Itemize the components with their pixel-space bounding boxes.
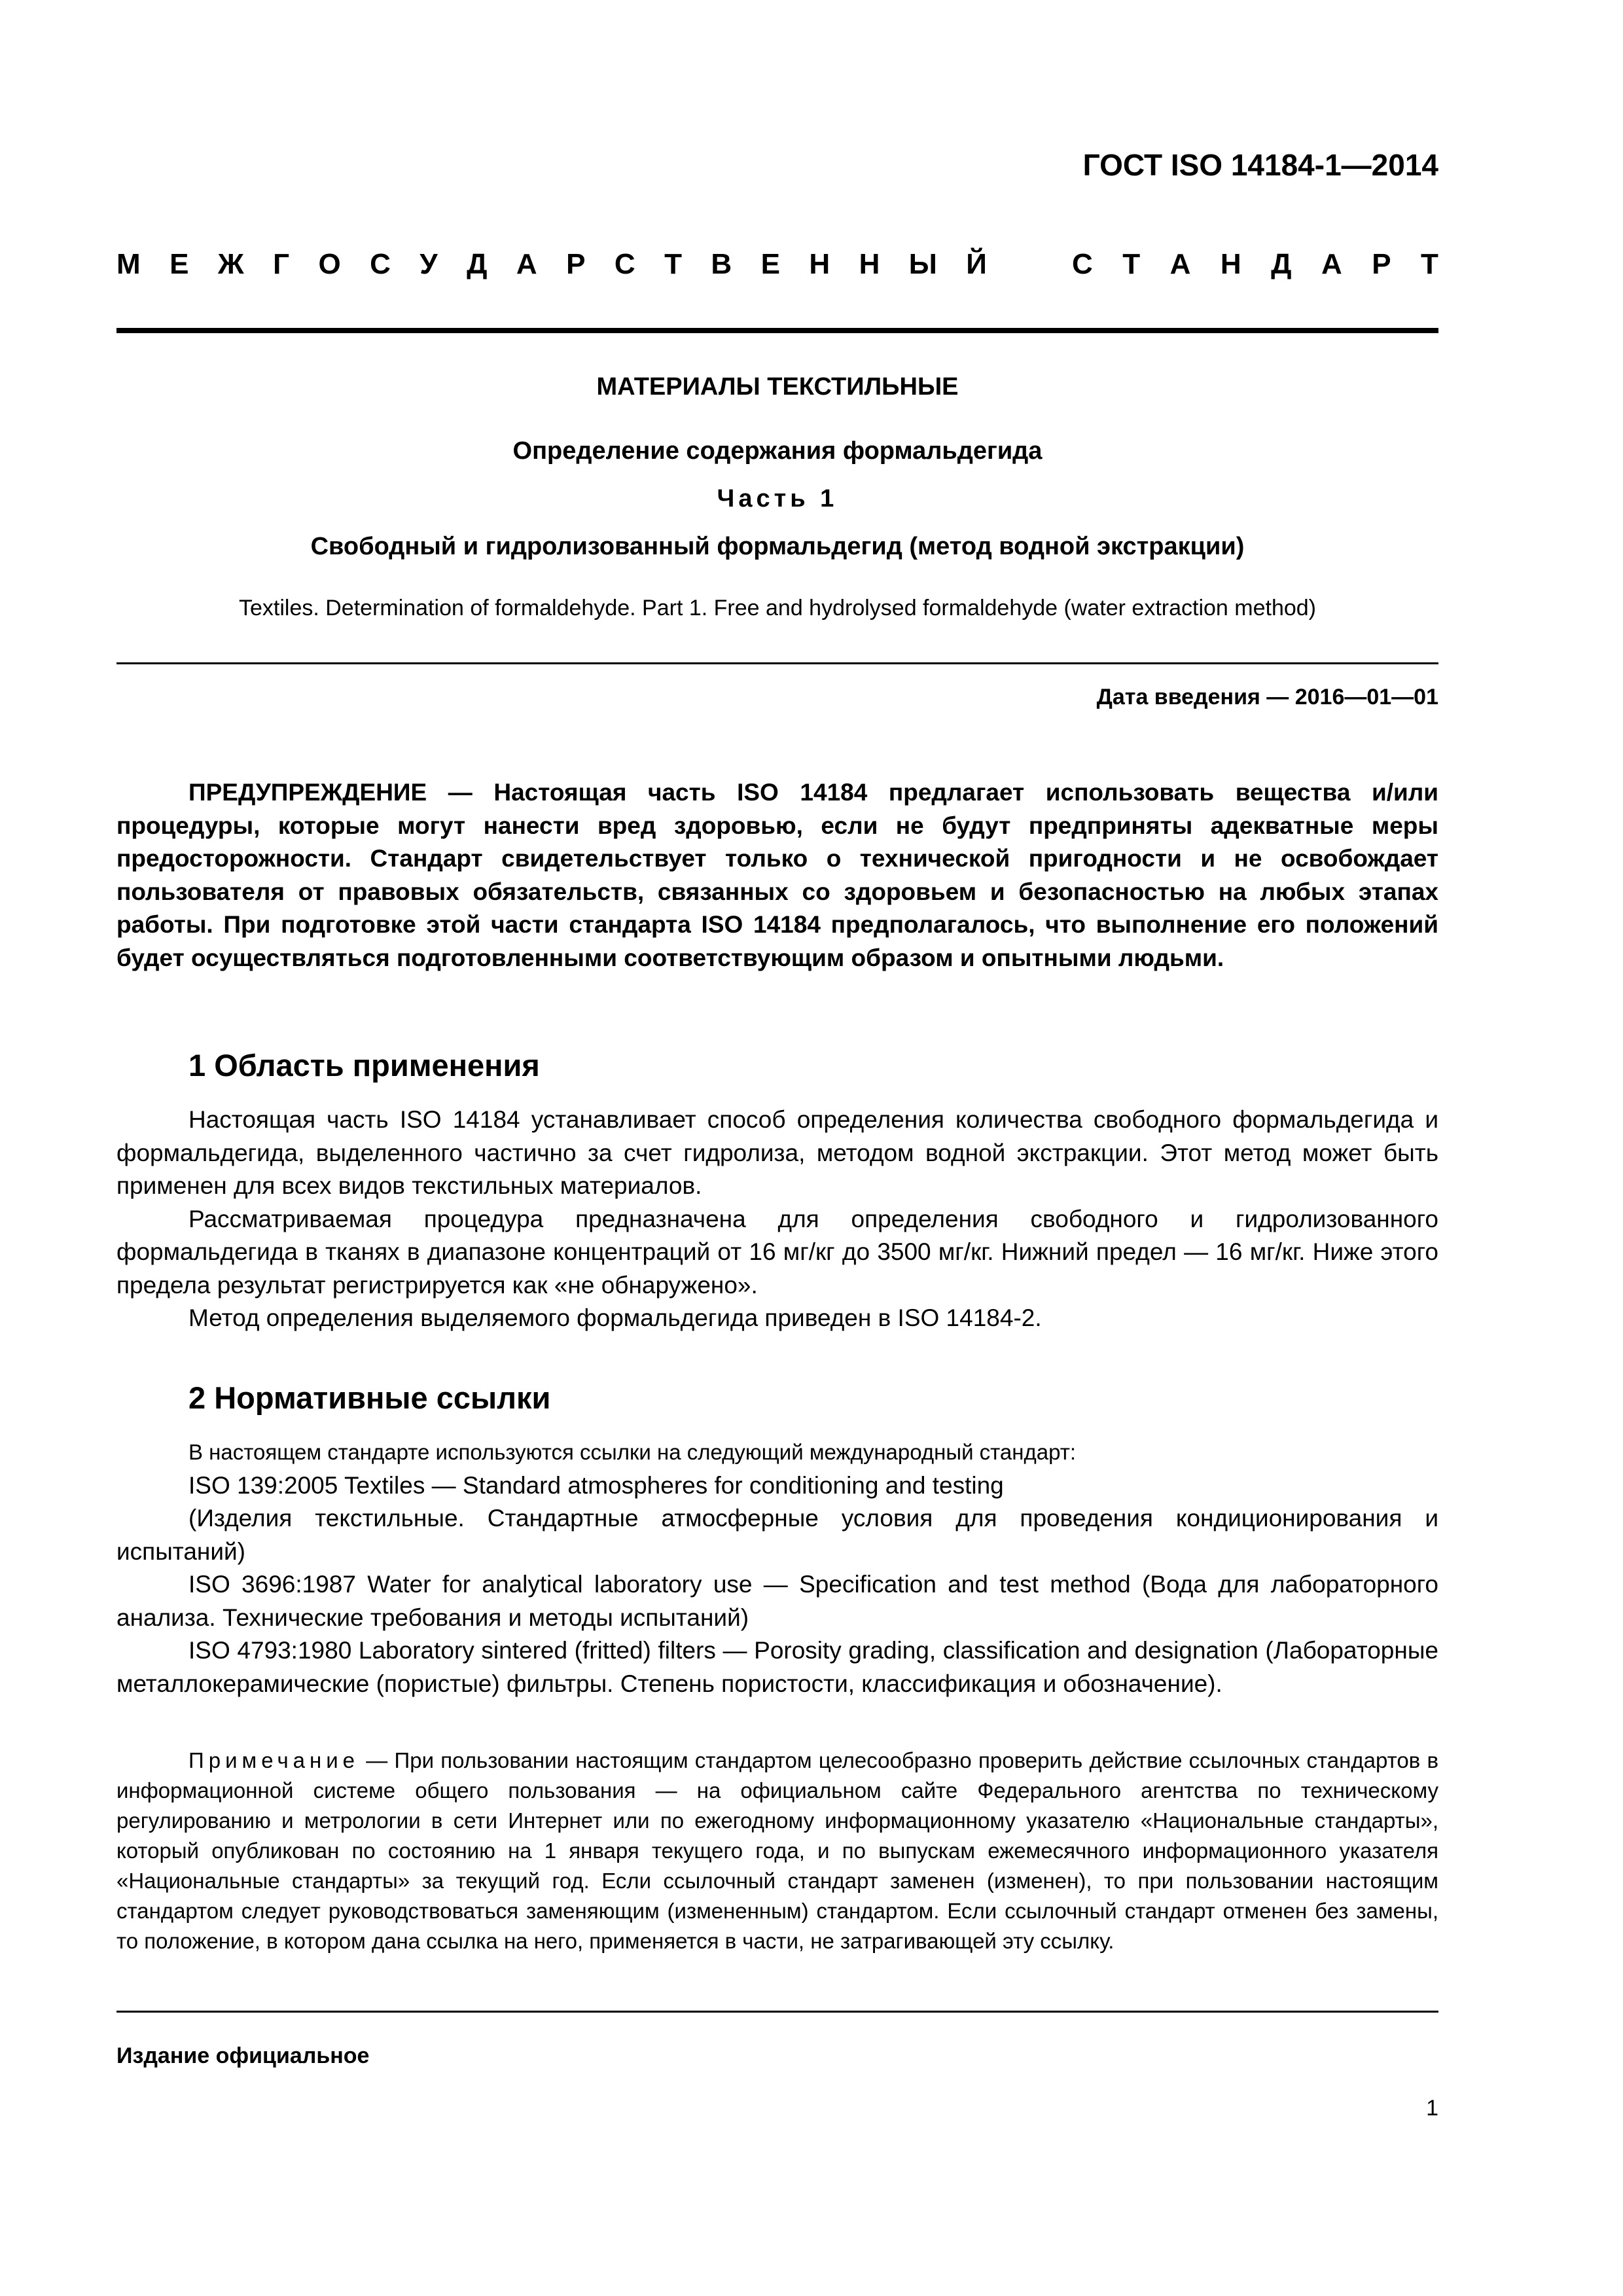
paragraph: Рассматриваемая процедура предназначена для определения свободного и гидролизованного формальдегида в тканях в диапазоне концентраций от 16 мг/кг до 3500 мг/кг. Нижний предел — 16 мг/кг. Ниже этого предела результат регистрируется как «не обнаружено».: [116, 1205, 1438, 1299]
letter: Р: [1372, 248, 1391, 280]
standard-type-word-standard: [1072, 246, 1438, 283]
paragraph: Метод определения выделяемого формальдегида приведен в ISO 14184-2.: [188, 1304, 1042, 1331]
letter: М: [116, 248, 141, 280]
title-part: Часть 1: [717, 485, 838, 512]
reference-iso-4793: ISO 4793:1980 Laboratory sintered (fritted) filters — Porosity grading, classification and designation (Лабораторные металлокерамические (пористые) фильтры. Степень пористости, классификация и обозначение).: [116, 1637, 1438, 1697]
section-heading-normative-references: 2 Нормативные ссылки: [188, 1380, 551, 1415]
letter: Й: [966, 248, 987, 280]
section-heading-scope: 1 Область применения: [188, 1048, 540, 1083]
document-number: ГОСТ ISO 14184-1—2014: [1082, 148, 1438, 182]
title-main: МАТЕРИАЛЫ ТЕКСТИЛЬНЫЕ: [596, 373, 959, 401]
letter: Н: [1220, 248, 1241, 280]
title-subtitle: Определение содержания формальдегида: [512, 437, 1043, 465]
letter: Е: [760, 248, 780, 280]
document-page: [116, 0, 1438, 2296]
note-text: — При пользовании настоящим стандартом целесообразно проверить действие ссылочных стандартов в информационной системе общего пользования — на официальном сайте Федерального агентства по техническому регулированию и метрологии в сети Интернет или по ежегодному информационному указателю «Национальные стандарты», который опубликован по состоянию на 1 января текущего года, и по выпускам ежемесячного информационного указателя «Национальные стандарты» за текущий год. Если ссылочный стандарт заменен (изменен), то при пользовании настоящим стандартом следует руководствоваться заменяющим (измененным) стандартом. Если ссылочный стандарт отменен без замены, то положение, в котором дана ссылка на него, применяется в части, не затрагивающей эту ссылку.: [116, 1748, 1438, 1953]
letter: Г: [273, 248, 290, 280]
letter: Ж: [217, 248, 244, 280]
letter: Ы: [908, 248, 937, 280]
letter: А: [1169, 248, 1191, 280]
section-references-body: [116, 1436, 1438, 1700]
header-divider: [116, 328, 1438, 333]
page-number: 1: [1426, 2096, 1438, 2121]
note-paragraph: [116, 1746, 1438, 1956]
letter: С: [370, 248, 391, 280]
title-long: Свободный и гидролизованный формальдегид (метод водной экстракции): [310, 533, 1245, 560]
letter: А: [516, 248, 537, 280]
letter: С: [614, 248, 635, 280]
introduction-date: Дата введения — 2016—01—01: [1096, 685, 1438, 709]
paragraph: Настоящая часть ISO 14184 устанавливает способ определения количества свободного формальдегида и формальдегида, выделенного частично за счет гидролиза, методом водной экстракции. Этот метод может быть применен для всех видов текстильных материалов.: [116, 1106, 1438, 1199]
letter: Н: [859, 248, 880, 280]
warning-paragraph: [116, 776, 1438, 975]
reference-iso-139-translation: (Изделия текстильные. Стандартные атмосферные условия для проведения кондиционирования и испытаний): [116, 1505, 1438, 1565]
standard-type-banner: [116, 246, 1438, 283]
letter: Е: [169, 248, 189, 280]
note-label: Примечание: [188, 1748, 360, 1772]
letter: Т: [1122, 248, 1141, 280]
letter: Т: [1421, 248, 1438, 280]
standard-type-word-interstate: [116, 246, 987, 283]
footer-divider: [116, 2011, 1438, 2013]
section-scope-body: [116, 1103, 1438, 1335]
letter: Д: [1271, 248, 1292, 280]
letter: С: [1072, 248, 1093, 280]
letter: О: [318, 248, 341, 280]
letter: Д: [467, 248, 488, 280]
title-divider: [116, 662, 1438, 664]
letter: Т: [664, 248, 682, 280]
reference-iso-139: ISO 139:2005 Textiles — Standard atmospheres for conditioning and testing: [188, 1471, 1004, 1499]
letter: Н: [809, 248, 830, 280]
references-intro: В настоящем стандарте используются ссылки на следующий международный стандарт:: [188, 1440, 1077, 1464]
warning-text: ПРЕДУПРЕЖДЕНИЕ — Настоящая часть ISO 14184 предлагает использовать вещества и/или процедуры, которые могут нанести вред здоровью, если не будут предприняты адекватные меры предосторожности. Стандарт свидетельствует только о технической пригодности и не освобождает пользователя от правовых обязательств, связанных со здоровьем и безопасностью на любых этапах работы. При подготовке этой части стандарта ISO 14184 предполагалось, что выполнение его положений будет осуществляться подготовленными соответствующим образом и опытными людьми.: [116, 779, 1438, 971]
edition-label: Издание официальное: [116, 2043, 370, 2068]
letter: Р: [566, 248, 586, 280]
reference-iso-3696: ISO 3696:1987 Water for analytical laboratory use — Specification and test method (Вода для лабораторного анализа. Технические требования и методы испытаний): [116, 1571, 1438, 1631]
title-english: Textiles. Determination of formaldehyde. Part 1. Free and hydrolysed formaldehyde (water extraction method): [238, 596, 1316, 620]
letter: В: [711, 248, 732, 280]
note-block: [116, 1746, 1438, 1956]
letter: А: [1321, 248, 1342, 280]
letter: У: [419, 248, 438, 280]
